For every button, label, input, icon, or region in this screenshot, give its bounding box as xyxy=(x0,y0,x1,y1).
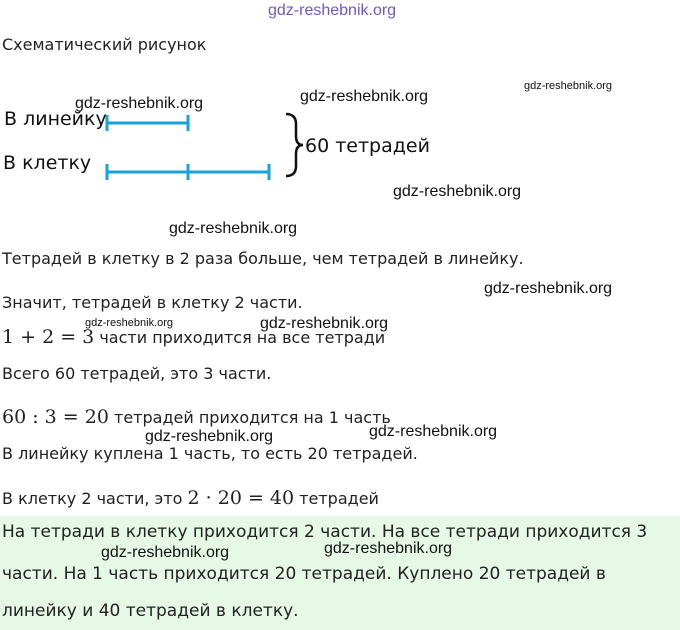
curly-brace xyxy=(286,114,303,176)
answer-line-1: На тетради в клетку приходится 2 части. На все тетради приходится 3 xyxy=(2,522,648,542)
equation-sum: 1 + 2 = 3 xyxy=(2,326,95,348)
answer-line-2: части. На 1 часть приходится 20 тетрадей. Куплено 20 тетрадей в xyxy=(2,564,606,584)
line-7-end: тетрадей xyxy=(294,489,379,508)
solution-line-5 xyxy=(2,406,391,428)
row-label-lined: В линейку xyxy=(4,108,107,130)
header-watermark: gdz-reshebnik.org xyxy=(268,2,397,19)
segment-lined xyxy=(107,115,188,131)
watermark: gdz-reshebnik.org xyxy=(300,88,429,105)
watermark: gdz-reshebnik.org xyxy=(524,80,613,92)
watermark: gdz-reshebnik.org xyxy=(484,280,613,297)
line-3-text: части приходится на все тетради xyxy=(94,328,386,347)
watermark: gdz-reshebnik.org xyxy=(169,220,298,237)
row-label-squared: В клетку xyxy=(3,152,92,174)
watermark: gdz-reshebnik.org xyxy=(75,95,204,112)
watermark: gdz-reshebnik.org xyxy=(324,540,453,557)
watermark: gdz-reshebnik.org xyxy=(145,428,274,445)
diagram-title: Схематический рисунок xyxy=(2,35,207,54)
solution-line-4: Всего 60 тетрадей, это 3 части. xyxy=(2,364,272,383)
answer-line-3: линейку и 40 тетрадей в клетку. xyxy=(2,601,299,621)
segment-squared xyxy=(107,164,269,180)
equation-division: 60 : 3 = 20 xyxy=(2,406,109,428)
watermark: gdz-reshebnik.org xyxy=(393,183,522,200)
watermark: gdz-reshebnik.org xyxy=(101,544,230,561)
total-label: 60 тетрадей xyxy=(305,135,430,157)
line-7-text: В клетку 2 части, это xyxy=(2,489,188,508)
line-5-text: тетрадей приходится на 1 часть xyxy=(108,408,391,427)
watermark: gdz-reshebnik.org xyxy=(85,317,174,329)
solution-line-2: Значит, тетрадей в клетку 2 части. xyxy=(2,293,303,312)
watermark: gdz-reshebnik.org xyxy=(369,423,498,440)
watermark: gdz-reshebnik.org xyxy=(260,315,389,332)
solution-line-6: В линейку куплена 1 часть, то есть 20 тетрадей. xyxy=(2,444,418,463)
solution-line-1: Тетрадей в клетку в 2 раза больше, чем тетрадей в линейку. xyxy=(2,249,524,268)
equation-product: 2 · 20 = 40 xyxy=(187,487,295,509)
solution-line-7 xyxy=(2,487,379,509)
